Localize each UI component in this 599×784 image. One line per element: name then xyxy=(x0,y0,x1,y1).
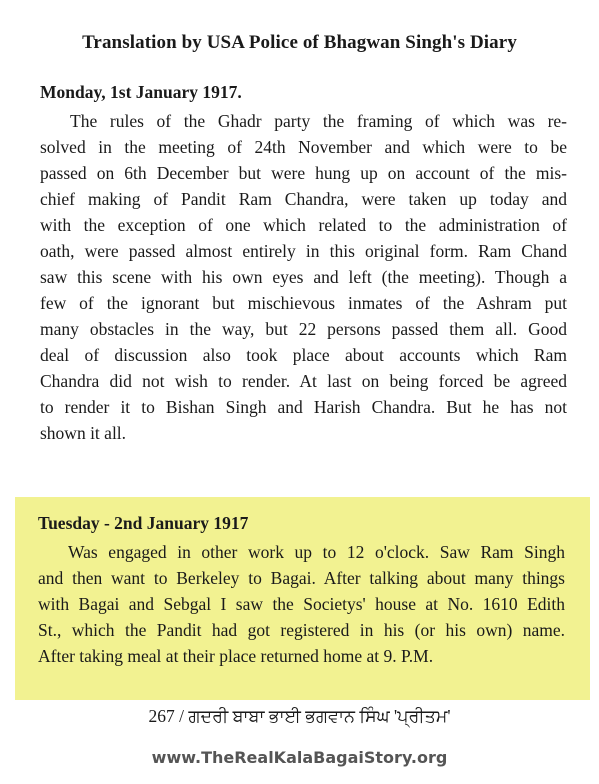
text-line: The rules of the Ghadr party the framing of which was re- xyxy=(70,111,567,131)
text-line: passed on 6th December but were hung up on account of the mis- xyxy=(40,163,567,183)
text-line: Was engaged in other work up to 12 o'clock. Saw Ram Singh xyxy=(68,542,565,562)
text-line: to render it to Bishan Singh and Harish Chandra. But he has not xyxy=(40,397,567,417)
text-line: and then want to Berkeley to Bagai. After talking about many things xyxy=(38,568,565,588)
text-line: saw this scene with his own eyes and left (the meeting). Though a xyxy=(40,267,567,287)
text-line: St., which the Pandit had got registered in his (or his own) name. xyxy=(38,620,565,640)
text-line: deal of discussion also took place about accounts which Ram xyxy=(40,345,567,365)
page-footer: 267 / ਗਦਰੀ ਬਾਬਾ ਭਾਈ ਭਗਵਾਨ ਸਿੰਘ 'ਪ੍ਰੀਤਮ' xyxy=(148,706,451,726)
text-line: solved in the meeting of 24th November and which were to be xyxy=(40,137,567,157)
website-url: www.TheRealKalaBagaiStory.org xyxy=(151,748,448,767)
text-line: After taking meal at their place returned home at 9. P.M. xyxy=(38,646,434,666)
entry-date-tuesday: Tuesday - 2nd January 1917 xyxy=(38,513,249,533)
text-line: with Bagai and Sebgal I saw the Societys' house at No. 1610 Edith xyxy=(38,594,565,614)
text-line: with the exception of one which related to the administration of xyxy=(40,215,567,235)
entry-date-monday: Monday, 1st January 1917. xyxy=(40,82,242,102)
text-line: many obstacles in the way, but 22 persons passed them all. Good xyxy=(40,319,567,339)
text-line: few of the ignorant but mischievous inmates of the Ashram put xyxy=(40,293,567,313)
entry-body-monday xyxy=(40,108,567,446)
text-line: oath, were passed almost entirely in this original form. Ram Chand xyxy=(40,241,567,261)
text-line: shown it all. xyxy=(40,423,127,443)
text-line: Chandra did not wish to render. At last on being forced be agreed xyxy=(40,371,567,391)
text-line: chief making of Pandit Ram Chandra, were taken up today and xyxy=(40,189,567,209)
entry-body-tuesday xyxy=(38,539,565,669)
page-title: Translation by USA Police of Bhagwan Singh's Diary xyxy=(82,32,517,53)
